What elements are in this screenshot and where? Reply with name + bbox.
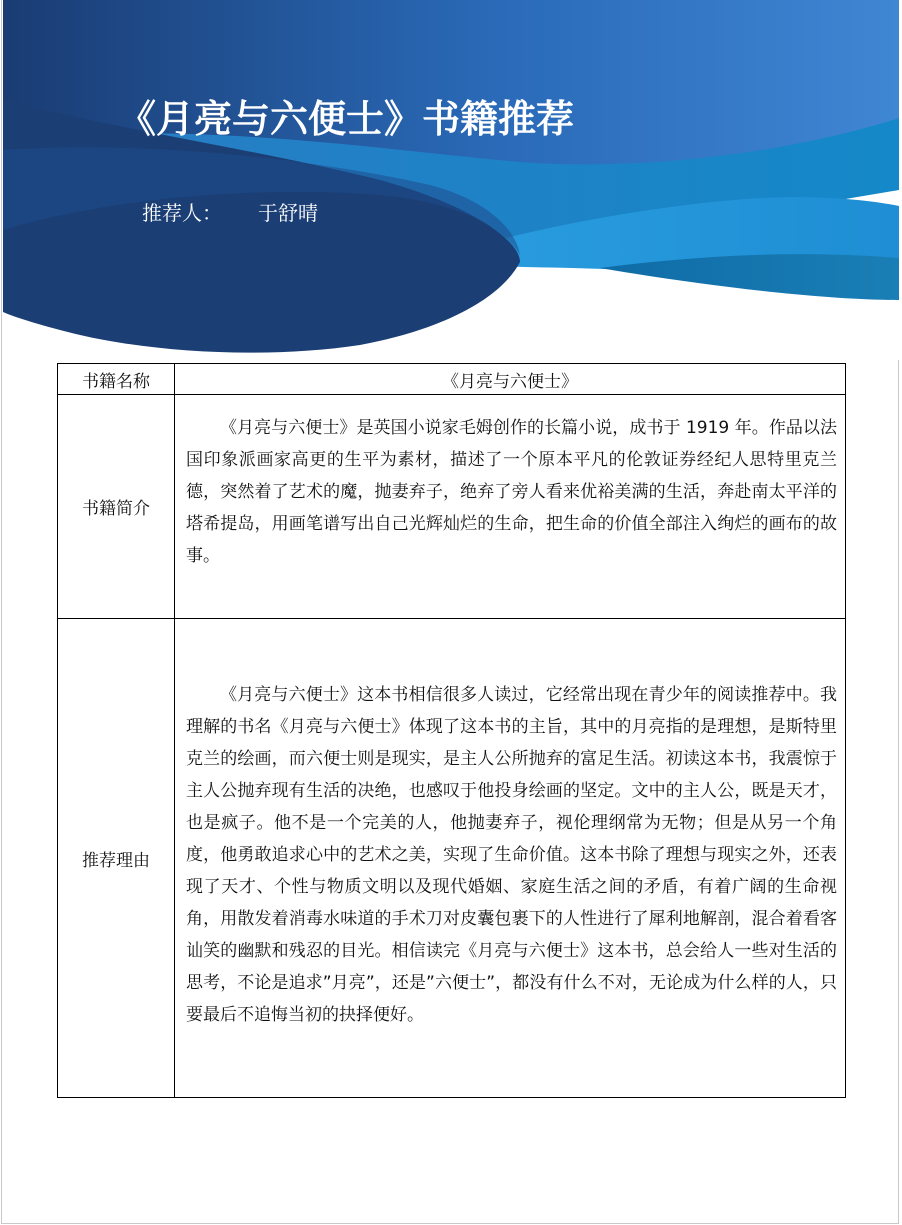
recommend-reason-text: 《月亮与六便士》这本书相信很多人读过，它经常出现在青少年的阅读推荐中。我理解的书名《月亮与六便士》体现了这本书的主旨，其中的月亮指的是理想，是斯特里克兰的绘画，而六便士则是现实，是主人公所抛弃的富足生活。初读这本书，我震惊于主人公抛弃现有生活的决绝，也感叹于他投身绘画的坚定。文中的主人公，既是天才，也是疯子。他不是一个完美的人，他抛妻弃子，视伦理纲常为无物；但是从另一个角度，他勇敢追求心中的艺术之美，实现了生命价值。这本书除了理想与现实之外，还表现了天才、个性与物质文明以及现代婚姻、家庭生活之间的矛盾，有着广阔的生命视角，用散发着消毒水味道的手术刀对皮囊包裹下的人性进行了犀利地解剖，混合着看客讪笑的幽默和残忍的目光。相信读完《月亮与六便士》这本书，总会给人一些对生活的思考，不论是追求”月亮”，还是”六便士”，都没有什么不对，无论成为什么样的人，只要最后不追悔当初的抉择便好。 (186, 685, 837, 1025)
recommend-reason-cell (175, 619, 846, 1098)
page-title: 《月亮与六便士》书籍推荐 (118, 97, 575, 141)
table-row-book-name (58, 364, 846, 395)
recommend-reason-label: 推荐理由 (58, 619, 175, 1098)
recommender-label: 推荐人： (142, 201, 222, 225)
book-intro-label: 书籍简介 (58, 395, 175, 619)
book-intro-text: 《月亮与六便士》是英国小说家毛姆创作的长篇小说，成书于 1919 年。作品以法国印象派画家高更的生平为素材，描述了一个原本平凡的伦敦证券经纪人思特里克兰德，突然着了艺术的魔，抛妻弃子，绝弃了旁人看来优裕美满的生活，奔赴南太平洋的塔希提岛，用画笔谱写出自己光辉灿烂的生命，把生命的价值全部注入绚烂的画布的故事。 (186, 417, 837, 566)
book-name-value: 《月亮与六便士》 (175, 364, 846, 395)
book-intro-cell (175, 395, 846, 619)
table-row-recommend-reason (58, 619, 846, 1098)
recommender-line (142, 197, 318, 226)
book-name-label: 书籍名称 (58, 364, 175, 395)
table-row-book-intro (58, 395, 846, 619)
recommender-name: 于舒晴 (258, 201, 318, 225)
book-table (57, 363, 846, 1098)
header-wave-background (0, 0, 902, 360)
